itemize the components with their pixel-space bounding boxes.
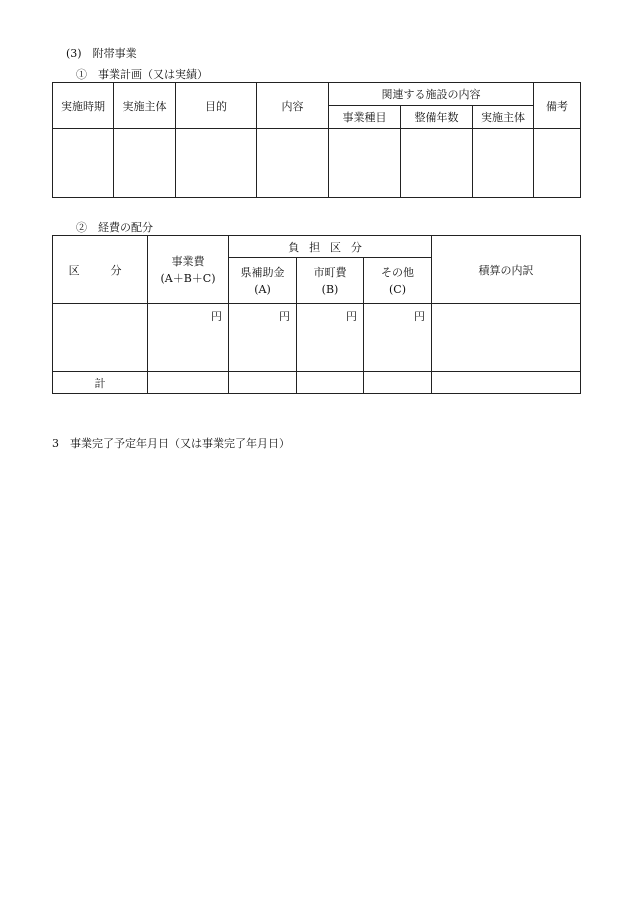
table-cell [114,129,176,198]
header-sonota-label: その他 [381,265,414,279]
yen-unit: 円 [148,304,229,372]
total-label: 計 [53,372,148,394]
table-cell [229,372,297,394]
header-sonota-code: (C) [389,282,406,296]
header-jisshi-shutai-2: 実施主体 [473,106,534,129]
table-cell [364,372,432,394]
header-sekisan: 積算の内訳 [432,236,581,304]
header-naiyou: 内容 [257,83,329,129]
header-kubun [53,236,148,304]
header-shichou-code: (B) [321,282,339,296]
table-cell [297,372,364,394]
cost-subheading: ② 経費の配分 [76,221,153,234]
header-bikou: 備考 [534,83,581,129]
plan-table [52,82,581,198]
header-seibi-nensu: 整備年数 [401,106,473,129]
header-ken-label: 県補助金 [240,265,285,279]
table-cell [432,304,581,372]
table-cell [329,129,401,198]
header-jigyou-shumoku: 事業種目 [329,106,401,129]
table-cell [534,129,581,198]
table-cell [257,129,329,198]
cost-table [52,235,581,394]
header-mokuteki: 目的 [176,83,257,129]
header-shichou-label: 市町費 [313,265,347,279]
yen-unit: 円 [297,304,364,372]
header-ken-code: (A) [254,282,271,296]
header-jigyouhi-formula: (A＋B＋C) [160,271,216,285]
table-cell [53,304,148,372]
header-sonota [364,258,432,304]
table-cell [473,129,534,198]
header-futan-kubun-label: 負担区分 [288,240,372,254]
header-ken [229,258,297,304]
completion-date-item: 3 事業完了予定年月日（又は事業完了年月日） [52,437,290,450]
header-kubun-label: 区 分 [68,263,132,277]
header-futan-kubun [229,236,432,258]
header-shichou [297,258,364,304]
table-cell [148,372,229,394]
plan-subheading: ① 事業計画（又は実績） [76,68,208,81]
header-jigyouhi-label: 事業費 [171,254,205,268]
header-jisshi-shutai: 実施主体 [114,83,176,129]
header-jisshi-jiki: 実施時期 [53,83,114,129]
table-cell [53,129,114,198]
table-cell [176,129,257,198]
header-jigyouhi [148,236,229,304]
section-heading: (3) 附帯事業 [66,47,137,60]
yen-unit: 円 [229,304,297,372]
header-kanren-shisetsu: 関連する施設の内容 [329,83,534,106]
table-cell [401,129,473,198]
yen-unit: 円 [364,304,432,372]
table-cell [432,372,581,394]
